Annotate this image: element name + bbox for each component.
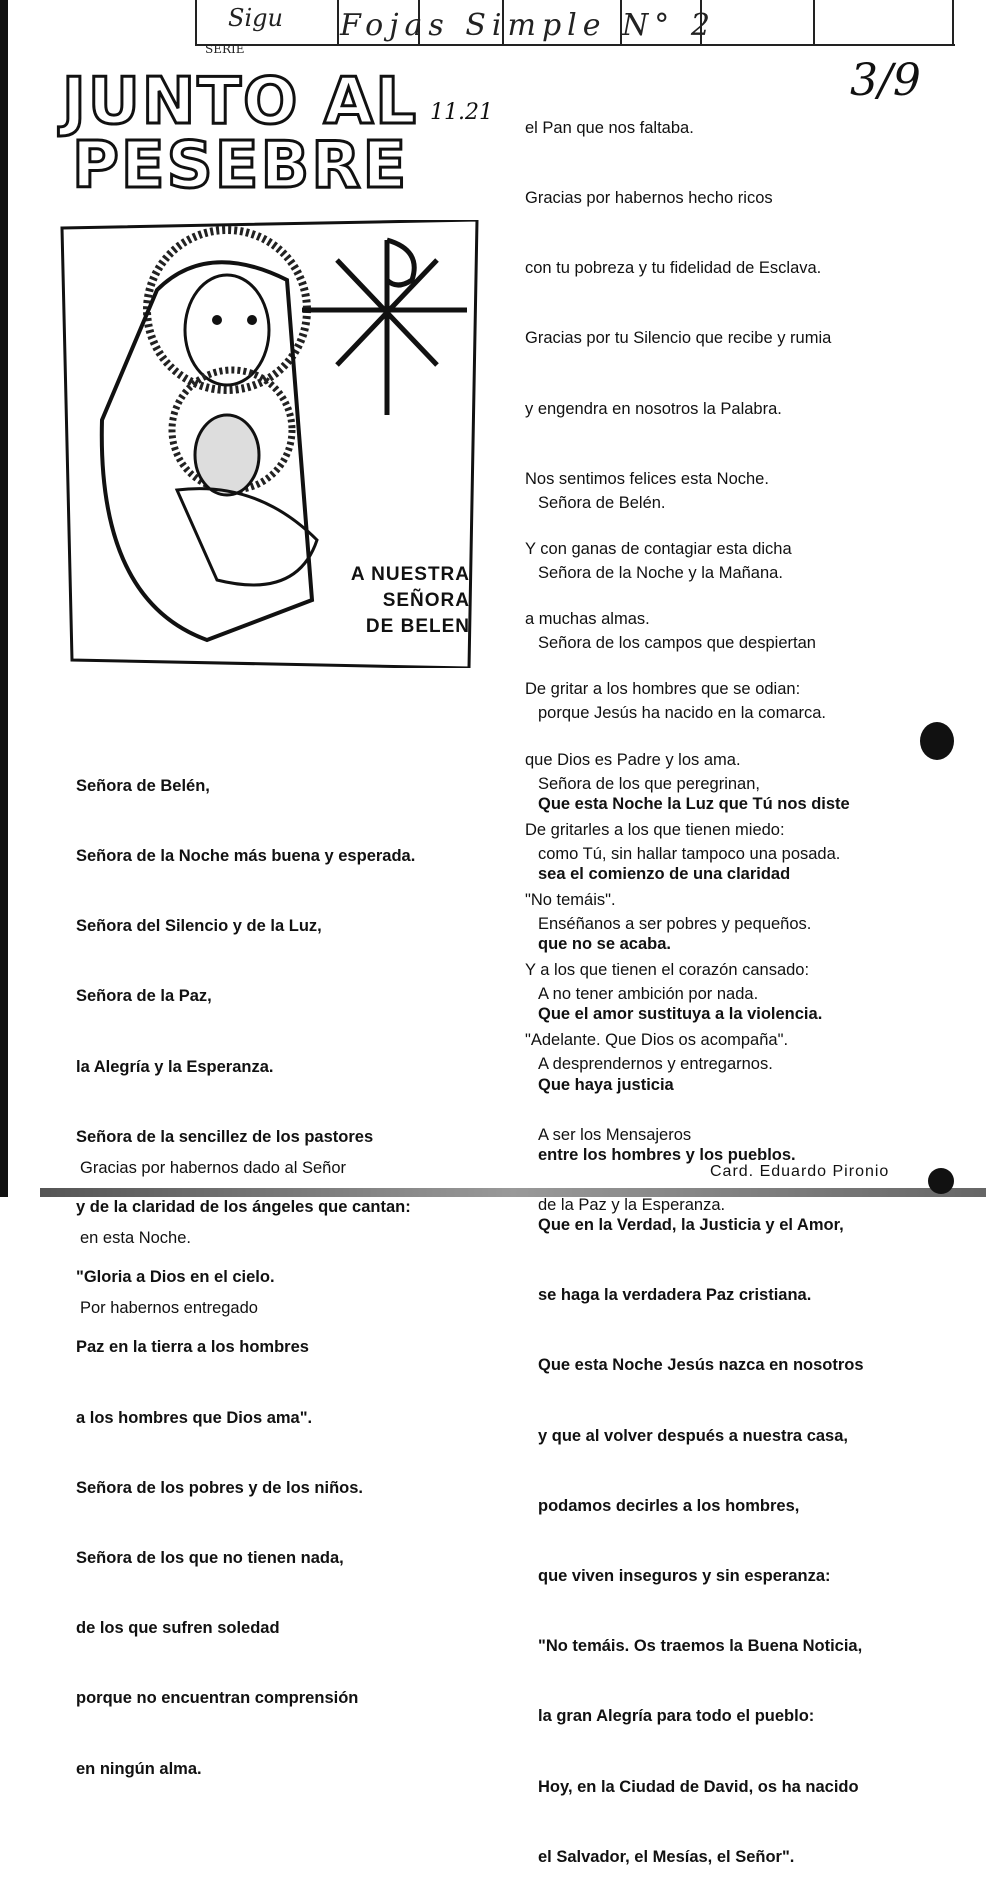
signature: Card. Eduardo Pironio bbox=[710, 1163, 890, 1180]
mary-eye bbox=[212, 315, 222, 325]
chi-rho-symbol bbox=[302, 240, 467, 415]
verse-line: y engendra en nosotros la Palabra. bbox=[525, 399, 782, 418]
verse-line: Señora del Silencio y de la Luz, bbox=[76, 917, 322, 936]
verse-line: entre los hombres y los pueblos. bbox=[538, 1145, 796, 1164]
verse-line: "Gloria a Dios en el cielo. bbox=[76, 1268, 275, 1287]
scan-edge-left bbox=[0, 0, 8, 1197]
verse-line: de la Paz y la Esperanza. bbox=[538, 1195, 726, 1214]
verse-line: Gracias por habernos hecho ricos bbox=[525, 189, 773, 208]
verse-line: en ningún alma. bbox=[76, 1759, 202, 1778]
verse-line: como Tú, sin hallar tampoco una posada. bbox=[538, 844, 841, 863]
annotation-left: 11.21 bbox=[430, 100, 493, 125]
verse-line: Y con ganas de contagiar esta dicha bbox=[525, 540, 792, 559]
illustration-caption bbox=[310, 562, 470, 640]
verse-line: Por habernos entregado bbox=[80, 1299, 258, 1318]
verse-line: la gran Alegría para todo el pueblo: bbox=[538, 1707, 815, 1726]
verse-line: y que al volver después a nuestra casa, bbox=[538, 1426, 848, 1445]
ink-blot bbox=[928, 1168, 954, 1194]
verse-line: Señora de la Noche y la Mañana. bbox=[538, 564, 783, 583]
caption-line: SEÑORA bbox=[382, 590, 470, 611]
handwritten-left: Sigu bbox=[228, 4, 283, 32]
caption-line: DE BELEN bbox=[365, 616, 470, 637]
verse-line: en esta Noche. bbox=[80, 1229, 191, 1248]
verse-line: Paz en la tierra a los hombres bbox=[76, 1338, 309, 1357]
verse-line: Señora de Belén. bbox=[538, 493, 666, 512]
verse-line: sea el comienzo de una claridad bbox=[538, 865, 791, 884]
right-stanza-3 bbox=[538, 746, 864, 1893]
header-divider bbox=[337, 0, 339, 44]
child-face bbox=[195, 415, 259, 495]
verse-line: Señora de los que no tienen nada, bbox=[76, 1549, 344, 1568]
verse-line: la Alegría y la Esperanza. bbox=[76, 1057, 274, 1076]
verse-line: Enséñanos a ser pobres y pequeños. bbox=[538, 915, 812, 934]
verse-line: Señora de la Paz, bbox=[76, 987, 212, 1006]
verse-line: A desprendernos y entregarnos. bbox=[538, 1055, 773, 1074]
verse-line: se haga la verdadera Paz cristiana. bbox=[538, 1286, 812, 1305]
header-divider bbox=[813, 0, 815, 44]
verse-line: de los que sufren soledad bbox=[76, 1619, 280, 1638]
verse-line: "No temáis. Os traemos la Buena Noticia, bbox=[538, 1637, 863, 1656]
verse-line: Que esta Noche la Luz que Tú nos diste bbox=[538, 794, 850, 813]
verse-line: con tu pobreza y tu fidelidad de Esclava. bbox=[525, 259, 822, 278]
verse-line: Señora de los campos que despiertan bbox=[538, 634, 816, 653]
verse-line: que viven inseguros y sin esperanza: bbox=[538, 1567, 831, 1586]
verse-line: A no tener ambición por nada. bbox=[538, 985, 759, 1004]
verse-line: porque Jesús ha nacido en la comarca. bbox=[538, 704, 827, 723]
verse-line: Que en la Verdad, la Justicia y el Amor, bbox=[538, 1216, 844, 1235]
verse-line: porque no encuentran comprensión bbox=[76, 1689, 359, 1708]
verse-line: Gracias por habernos dado al Señor bbox=[80, 1158, 346, 1177]
verse-line: "Adelante. Que Dios os acompaña". bbox=[525, 1031, 789, 1050]
verse-line: que no se acaba. bbox=[538, 935, 671, 954]
title-line-1: JUNTO AL bbox=[62, 65, 418, 139]
verse-line: Y a los que tienen el corazón cansado: bbox=[525, 961, 810, 980]
verse-line: a muchas almas. bbox=[525, 610, 650, 629]
verse-line: y de la claridad de los ángeles que cantan: bbox=[76, 1198, 411, 1217]
verse-line: el Pan que nos faltaba. bbox=[525, 118, 694, 137]
verse-line: que Dios es Padre y los ama. bbox=[525, 750, 741, 769]
verse-line: Señora de los pobres y de los niños. bbox=[76, 1478, 363, 1497]
caption-line: A NUESTRA bbox=[350, 564, 470, 585]
verse-line: Que esta Noche Jesús nazca en nosotros bbox=[538, 1356, 864, 1375]
header-underline bbox=[195, 44, 955, 46]
verse-line: De gritar a los hombres que se odian: bbox=[525, 680, 801, 699]
header-divider bbox=[952, 0, 954, 44]
verse-line: Señora de los que peregrinan, bbox=[538, 774, 760, 793]
verse-line: Gracias por tu Silencio que recibe y rumia bbox=[525, 329, 832, 348]
left-stanza-2 bbox=[80, 1110, 346, 1344]
verse-line: "No temáis". bbox=[525, 891, 616, 910]
verse-line: Señora de la Noche más buena y esperada. bbox=[76, 847, 416, 866]
title-line-2: PESEBRE bbox=[72, 129, 409, 203]
verse-line: Que el amor sustituya a la violencia. bbox=[538, 1005, 823, 1024]
header-divider bbox=[195, 0, 197, 44]
ink-blot bbox=[920, 722, 954, 760]
annotation-page: 3/9 bbox=[850, 55, 921, 106]
verse-line: Nos sentimos felices esta Noche. bbox=[525, 469, 769, 488]
verse-line: Que haya justicia bbox=[538, 1075, 674, 1094]
verse-line: Señora de Belén, bbox=[76, 776, 210, 795]
verse-line: A ser los Mensajeros bbox=[538, 1125, 692, 1144]
verse-line: Hoy, en la Ciudad de David, os ha nacido bbox=[538, 1777, 859, 1796]
verse-line: el Salvador, el Mesías, el Señor". bbox=[538, 1847, 795, 1866]
verse-line: Señora de la sencillez de los pastores bbox=[76, 1127, 374, 1146]
mary-halo bbox=[147, 230, 307, 390]
verse-line: a los hombres que Dios ama". bbox=[76, 1408, 313, 1427]
child-body bbox=[177, 489, 317, 585]
mary-eye bbox=[247, 315, 257, 325]
verse-line: podamos decirles a los hombres, bbox=[538, 1496, 800, 1515]
verse-line: De gritarles a los que tienen miedo: bbox=[525, 820, 785, 839]
handwritten-series: Fojas Simple N° 2 bbox=[340, 8, 716, 43]
stamp-label: SERIE bbox=[205, 42, 245, 56]
